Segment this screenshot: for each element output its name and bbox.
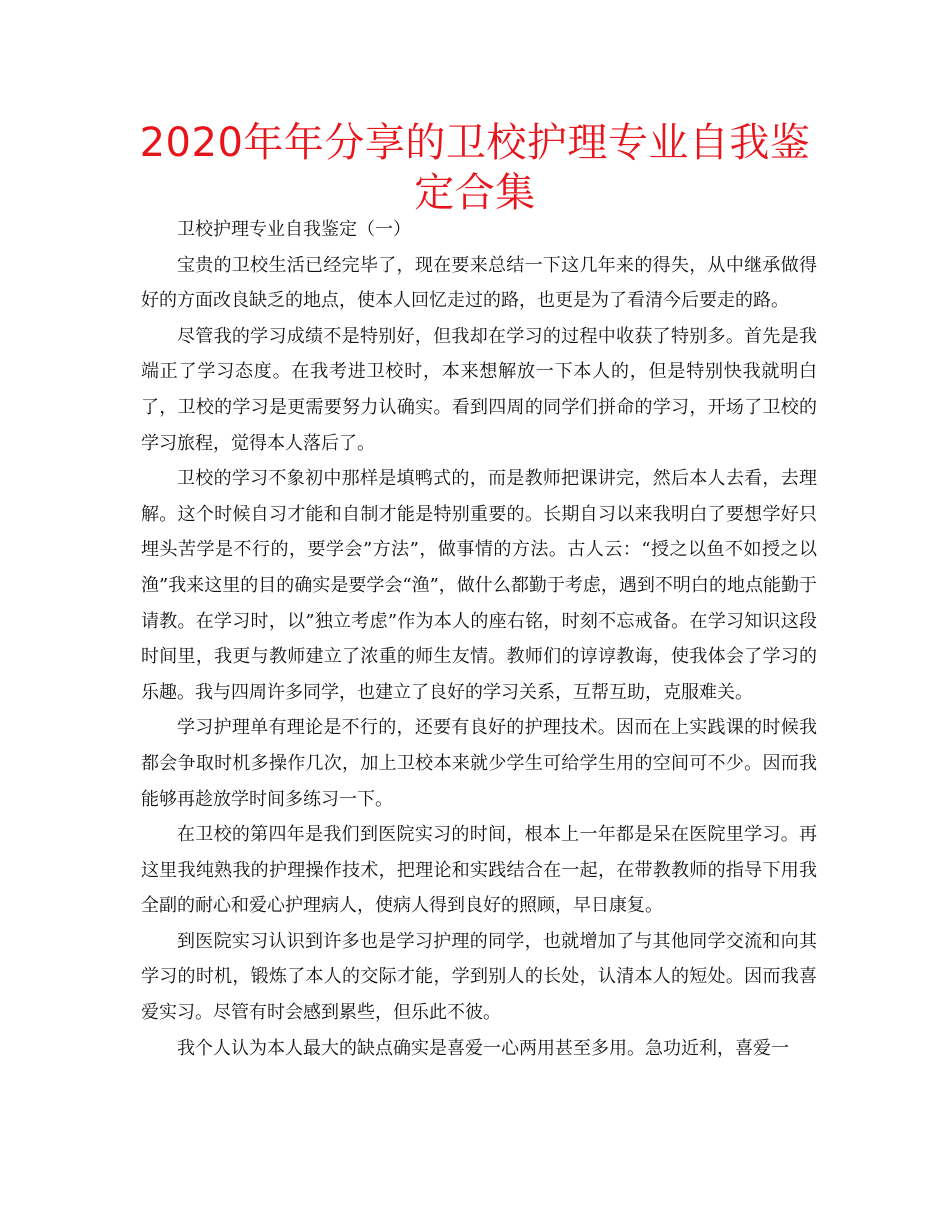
paragraph: 学习护理单有理论是不行的，还要有良好的护理技术。因而在上实践课的时候我都会争取时机多操作几次，加上卫校本来就少学生可给学生用的空间可不少。因而我能够再趁放学时间多练习一下。	[141, 717, 817, 810]
paragraph: 到医院实习认识到许多也是学习护理的同学，也就增加了与其他同学交流和向其学习的时机，锻炼了本人的交际才能，学到别人的长处，认清本人的短处。因而我喜爱实习。尽管有时会感到累些，但乐此不彼。	[141, 930, 817, 1024]
paragraph: 卫校的学习不象初中那样是填鸭式的，而是教师把课讲完，然后本人去看，去理解。这个时候自习才能和自制才能是特别重要的。长期自习以来我明白了要想学好只埋头苦学是不行的，要学会”方法”，做事情的方法。古人云：“授之以鱼不如授之以渔”我来这里的目的确实是要学会“渔”，做什么都勤于考虑，遇到不明白的地点能勤于请教。在学习时，以”独立考虑”作为本人的座右铭，时刻不忘戒备。在学习知识这段时间里，我更与教师建立了浓重的师生友情。教师们的谆谆教诲，使我体会了学习的乐趣。我与四周许多同学，也建立了良好的学习关系，互帮互助，克服难关。	[141, 468, 817, 703]
paragraph: 尽管我的学习成绩不是特别好，但我却在学习的过程中收获了特别多。首先是我端正了学习态度。在我考进卫校时，本来想解放一下本人的，但是特别快我就明白了，卫校的学习是更需要努力认确实。看到四周的同学们拼命的学习，开场了卫校的学习旅程，觉得本人落后了。	[141, 325, 817, 454]
document-body	[141, 212, 817, 1066]
document-title: 2020年年分享的卫校护理专业自我鉴定合集	[139, 120, 811, 216]
paragraph: 宝贵的卫校生活已经完毕了，现在要来总结一下这几年来的得失，从中继承做得好的方面改良缺乏的地点，使本人回忆走过的路，也更是为了看清今后要走的路。	[141, 254, 817, 312]
section-heading: 卫校护理专业自我鉴定（一）	[177, 219, 411, 240]
paragraph: 在卫校的第四年是我们到医院实习的时间，根本上一年都是呆在医院里学习。再这里我纯熟我的护理操作技术，把理论和实践结合在一起，在带教教师的指导下用我全副的耐心和爱心护理病人，使病人得到良好的照顾，早日康复。	[141, 824, 817, 917]
paragraph: 我个人认为本人最大的缺点确实是喜爱一心两用甚至多用。急功近利，喜爱一	[177, 1037, 789, 1059]
